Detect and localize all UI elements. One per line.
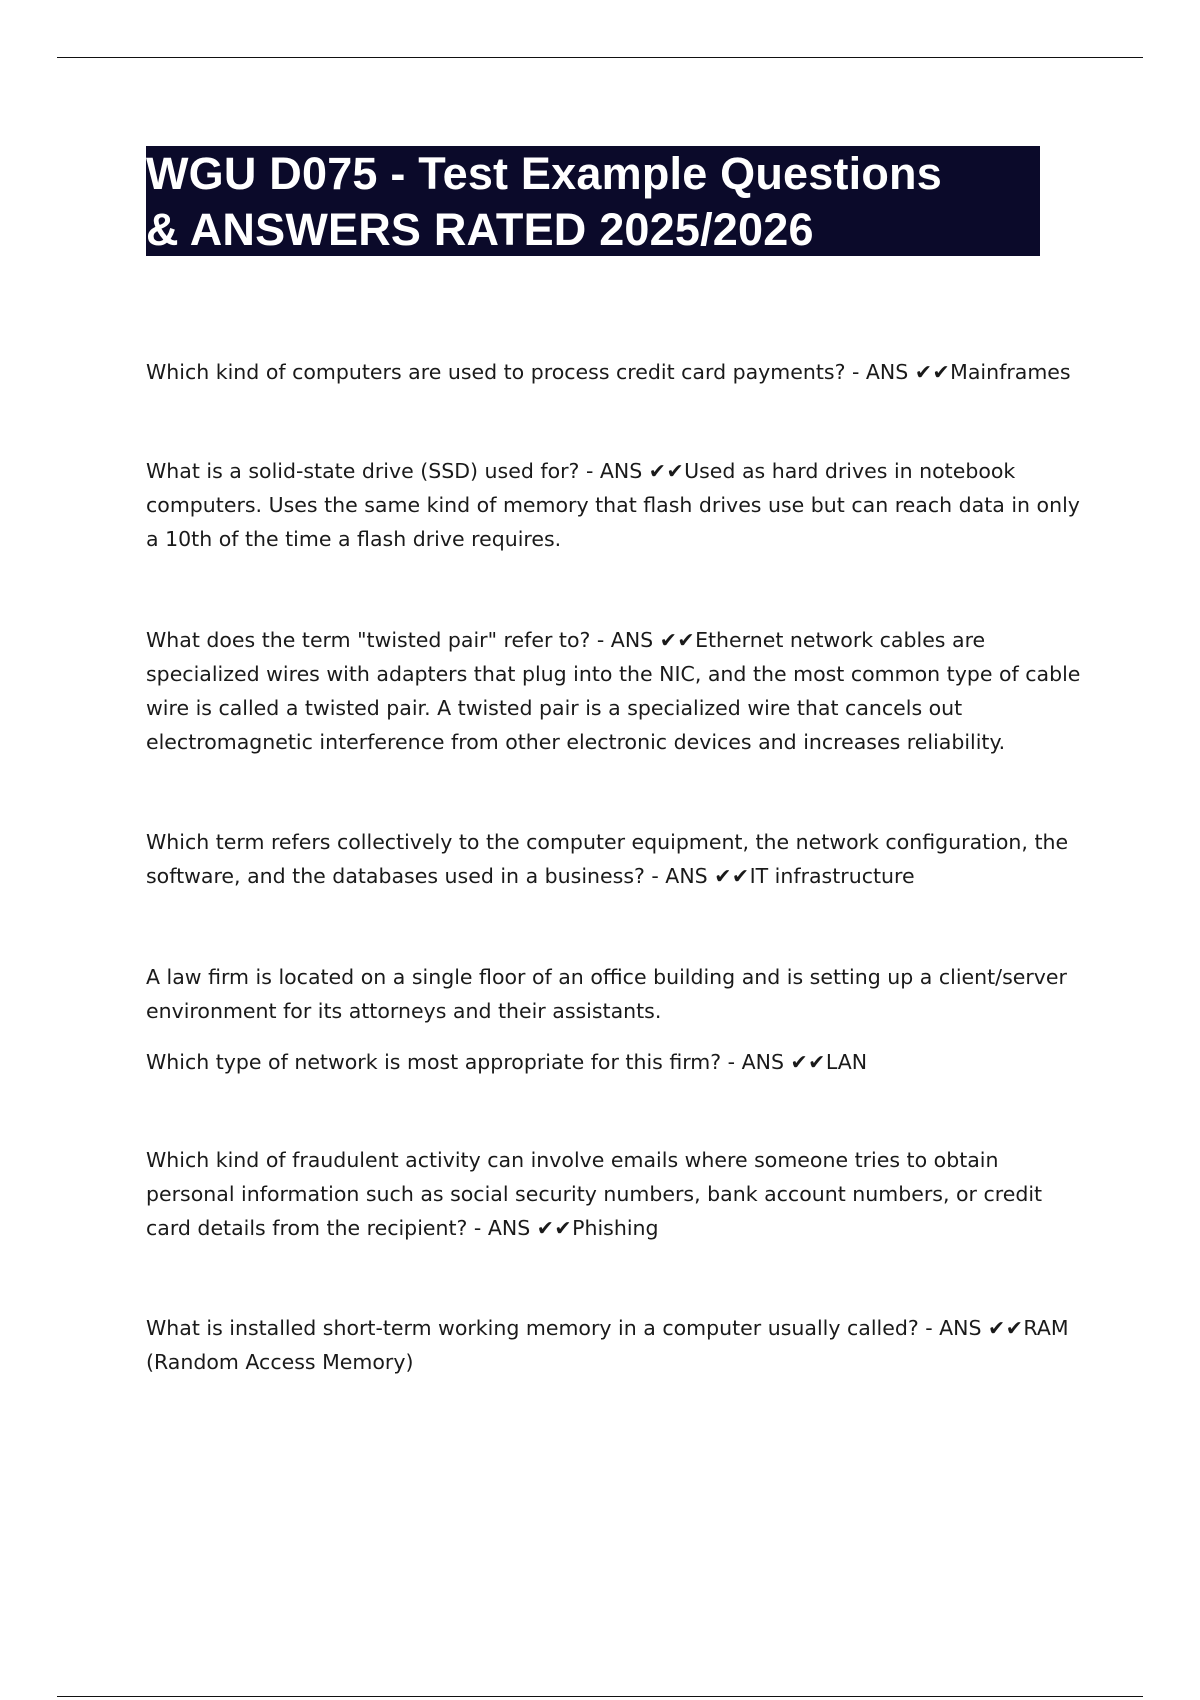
qa-item: [146, 623, 1081, 759]
double-check-icon: ✔✔: [648, 459, 685, 483]
double-check-icon: ✔✔: [536, 1216, 573, 1240]
qa-item: [146, 454, 1081, 556]
qa-item: [146, 825, 1081, 893]
qa-text: [146, 825, 1081, 893]
qa-item: [146, 355, 1081, 389]
qa-text: [146, 454, 1081, 556]
answer-text: RAM (Random Access Memory): [146, 1316, 1069, 1374]
qa-text: [146, 355, 1081, 389]
question-text: What is a solid-state drive (SSD) used for? - ANS: [146, 459, 643, 483]
document-title: [146, 146, 1040, 256]
question-text: Which kind of computers are used to process credit card payments? - ANS: [146, 360, 909, 384]
double-check-icon: ✔✔: [790, 1050, 826, 1074]
question-text: Which type of network is most appropriate for this firm? - ANS: [146, 1050, 784, 1074]
answer-text: Phishing: [572, 1216, 659, 1240]
double-check-icon: ✔✔: [988, 1316, 1024, 1340]
title-line-1: WGU D075 - Test Example Questions: [146, 148, 942, 199]
bottom-rule: [57, 1696, 1143, 1697]
answer-text: Mainframes: [950, 360, 1071, 384]
question-intro: A law firm is located on a single floor of an office building and is setting up a client/server environment for its attorneys and their assistants.: [146, 965, 1067, 1023]
qa-text: [146, 1045, 1081, 1079]
double-check-icon: ✔✔: [714, 864, 750, 888]
title-line-2: & ANSWERS RATED 2025/2026: [146, 204, 814, 255]
qa-text: [146, 623, 1081, 759]
double-check-icon: ✔✔: [914, 360, 951, 384]
double-check-icon: ✔✔: [659, 628, 696, 652]
answer-text: Ethernet network cables are specialized wires with adapters that plug into the NIC, and the most common type of cable wire is called a twisted pair. A twisted pair is a specialized wire that cancels out electromagnetic interference from other electronic devices and increases reliability.: [146, 628, 1081, 754]
question-text: What is installed short-term working memory in a computer usually called? - ANS: [146, 1316, 982, 1340]
top-rule: [57, 57, 1143, 58]
qa-text: [146, 1143, 1081, 1245]
qa-text: [146, 1311, 1081, 1379]
question-text: Which kind of fraudulent activity can involve emails where someone tries to obtain personal information such as social security numbers, bank account numbers, or credit card details from the recipient? - ANS: [146, 1148, 1043, 1240]
question-text: Which term refers collectively to the computer equipment, the network configuration, the software, and the databases used in a business? - ANS: [146, 830, 1069, 888]
qa-item: [146, 960, 1081, 1079]
qa-item: [146, 1143, 1081, 1245]
answer-text: Used as hard drives in notebook computers. Uses the same kind of memory that flash drives use but can reach data in only a 10th of the time a flash drive requires.: [146, 459, 1080, 551]
answer-text: LAN: [825, 1050, 868, 1074]
answer-text: IT infrastructure: [749, 864, 915, 888]
question-text: What does the term "twisted pair" refer to? - ANS: [146, 628, 654, 652]
qa-item: [146, 1311, 1081, 1379]
